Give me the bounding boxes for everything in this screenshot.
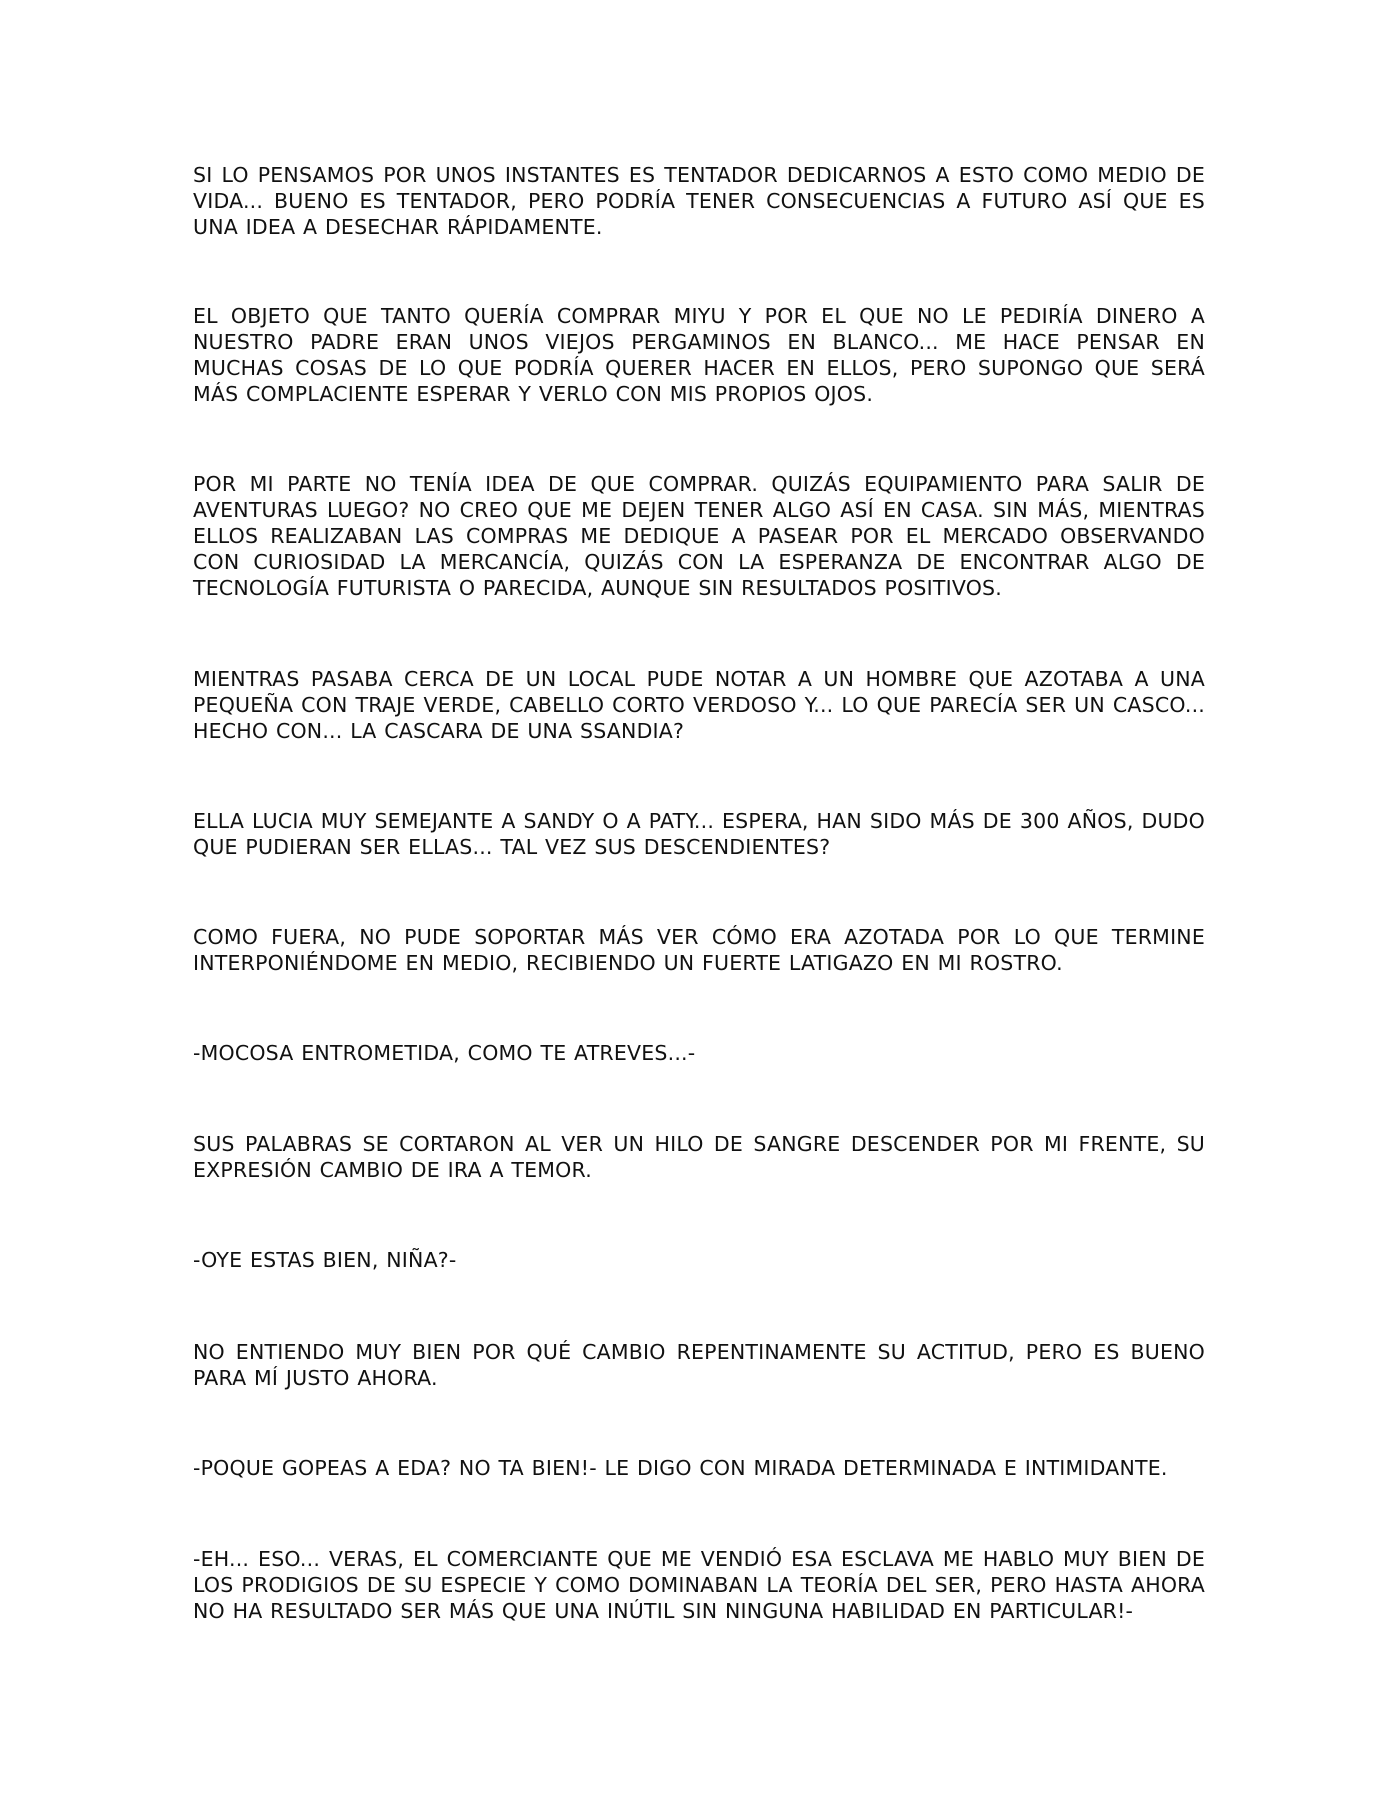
paragraph-3: POR MI PARTE NO TENÍA IDEA DE QUE COMPRAR. QUIZÁS EQUIPAMIENTO PARA SALIR DE AVENTURAS LUEGO? NO CREO QUE ME DEJEN TENER ALGO ASÍ EN CASA. SIN MÁS, MIENTRAS ELLOS REALIZABAN LAS COMPRAS ME DEDIQUE A PASEAR POR EL MERCADO OBSERVANDO CON CURIOSIDAD LA MERCANCÍA, QUIZÁS CON LA ESPERANZA DE ENCONTRAR ALGO DE TECNOLOGÍA FUTURISTA O PARECIDA, AUNQUE SIN RESULTADOS POSITIVOS.	[193, 472, 1205, 600]
paragraph-7: -MOCOSA ENTROMETIDA, COMO TE ATREVES...-	[193, 1041, 696, 1065]
paragraph-9: -OYE ESTAS BIEN, NIÑA?-	[193, 1248, 457, 1272]
paragraph-5: ELLA LUCIA MUY SEMEJANTE A SANDY O A PATY... ESPERA, HAN SIDO MÁS DE 300 AÑOS, DUDO QUE PUDIERAN SER ELLAS... TAL VEZ SUS DESCENDIENTES?	[193, 809, 1205, 859]
paragraph-8: SUS PALABRAS SE CORTARON AL VER UN HILO DE SANGRE DESCENDER POR MI FRENTE, SU EXPRESIÓN CAMBIO DE IRA A TEMOR.	[193, 1132, 1205, 1182]
paragraph-10: NO ENTIENDO MUY BIEN POR QUÉ CAMBIO REPENTINAMENTE SU ACTITUD, PERO ES BUENO PARA MÍ JUSTO AHORA.	[193, 1340, 1205, 1390]
paragraph-6: COMO FUERA, NO PUDE SOPORTAR MÁS VER CÓMO ERA AZOTADA POR LO QUE TERMINE INTERPONIÉNDOME EN MEDIO, RECIBIENDO UN FUERTE LATIGAZO EN MI ROSTRO.	[193, 925, 1205, 975]
paragraph-4: MIENTRAS PASABA CERCA DE UN LOCAL PUDE NOTAR A UN HOMBRE QUE AZOTABA A UNA PEQUEÑA CON TRAJE VERDE, CABELLO CORTO VERDOSO Y... LO QUE PARECÍA SER UN CASCO... HECHO CON... LA CASCARA DE UNA SSANDIA?	[193, 667, 1205, 743]
paragraph-2: EL OBJETO QUE TANTO QUERÍA COMPRAR MIYU Y POR EL QUE NO LE PEDIRÍA DINERO A NUESTRO PADRE ERAN UNOS VIEJOS PERGAMINOS EN BLANCO... ME HACE PENSAR EN MUCHAS COSAS DE LO QUE PODRÍA QUERER HACER EN ELLOS, PERO SUPONGO QUE SERÁ MÁS COMPLACIENTE ESPERAR Y VERLO CON MIS PROPIOS OJOS.	[193, 304, 1205, 406]
paragraph-1: SI LO PENSAMOS POR UNOS INSTANTES ES TENTADOR DEDICARNOS A ESTO COMO MEDIO DE VIDA... BUENO ES TENTADOR, PERO PODRÍA TENER CONSECUENCIAS A FUTURO ASÍ QUE ES UNA IDEA A DESECHAR RÁPIDAMENTE.	[193, 163, 1205, 239]
paragraph-11: -POQUE GOPEAS A EDA? NO TA BIEN!- LE DIGO CON MIRADA DETERMINADA E INTIMIDANTE.	[193, 1456, 1168, 1480]
paragraph-12: -EH... ESO... VERAS, EL COMERCIANTE QUE ME VENDIÓ ESA ESCLAVA ME HABLO MUY BIEN DE LOS PRODIGIOS DE SU ESPECIE Y COMO DOMINABAN LA TEORÍA DEL SER, PERO HASTA AHORA NO HA RESULTADO SER MÁS QUE UNA INÚTIL SIN NINGUNA HABILIDAD EN PARTICULAR!-	[193, 1547, 1205, 1623]
